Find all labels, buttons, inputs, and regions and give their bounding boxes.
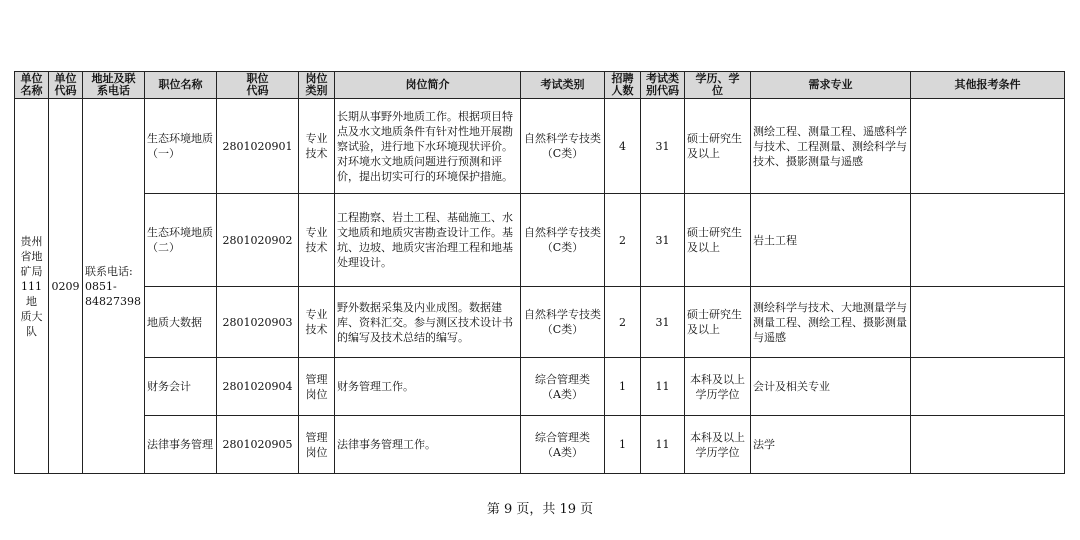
exam-category-cell: 自然科学专技类（C类） [521, 287, 605, 358]
position-type-cell: 专业技术 [299, 194, 335, 287]
other-cell [911, 194, 1065, 287]
position-name-cell: 生态环境地质（一） [145, 99, 217, 194]
table-row [15, 99, 1065, 194]
exam-category-cell: 综合管理类 （A类） [521, 416, 605, 474]
header-description: 岗位简介 [335, 72, 521, 99]
table-row [15, 358, 1065, 416]
other-cell [911, 287, 1065, 358]
header-position-type: 岗位 类别 [299, 72, 335, 99]
table-row [15, 287, 1065, 358]
position-type-cell: 管理岗位 [299, 416, 335, 474]
recruitment-table [14, 71, 1065, 474]
position-name-cell: 法律事务管理 [145, 416, 217, 474]
exam-category-code-cell: 11 [641, 416, 685, 474]
header-exam-category: 考试类别 [521, 72, 605, 99]
position-name-cell: 生态环境地质（二） [145, 194, 217, 287]
table-row [15, 416, 1065, 474]
exam-category-cell: 自然科学专技类（C类） [521, 194, 605, 287]
exam-category-code-cell: 11 [641, 358, 685, 416]
recruit-count-cell: 2 [605, 194, 641, 287]
position-code-cell: 2801020905 [217, 416, 299, 474]
header-major: 需求专业 [751, 72, 911, 99]
header-recruit-count: 招聘 人数 [605, 72, 641, 99]
recruit-count-cell: 1 [605, 416, 641, 474]
unit-code-cell: 0209 [49, 99, 83, 474]
education-cell: 硕士研究生及以上 [685, 99, 751, 194]
position-code-cell: 2801020903 [217, 287, 299, 358]
position-type-cell: 管理岗位 [299, 358, 335, 416]
page-number: 第 9 页，共 19 页 [486, 502, 594, 517]
header-row [15, 72, 1065, 99]
header-other: 其他报考条件 [911, 72, 1065, 99]
position-name-cell: 地质大数据 [145, 287, 217, 358]
education-cell: 本科及以上学历学位 [685, 358, 751, 416]
position-code-cell: 2801020904 [217, 358, 299, 416]
exam-category-cell: 自然科学专技类（C类） [521, 99, 605, 194]
unit-name-cell: 贵州 省地 矿局 111地 质大 队 [15, 99, 49, 474]
description-cell: 野外数据采集及内业成图。数据建库、资料汇交。参与测区技术设计书的编写及技术总结的编写。 [335, 287, 521, 358]
major-cell: 法学 [751, 416, 911, 474]
header-unit-code: 单位 代码 [49, 72, 83, 99]
description-cell: 长期从事野外地质工作。根据项目特点及水文地质条件有针对性地开展勘察试验，进行地下水环境现状评价。对环境水文地质问题进行预测和评价，提出切实可行的环境保护措施。 [335, 99, 521, 194]
exam-category-code-cell: 31 [641, 99, 685, 194]
education-cell: 硕士研究生及以上 [685, 194, 751, 287]
header-unit-name: 单位 名称 [15, 72, 49, 99]
major-cell: 岩土工程 [751, 194, 911, 287]
recruit-count-cell: 4 [605, 99, 641, 194]
position-name-cell: 财务会计 [145, 358, 217, 416]
major-cell: 测绘工程、测量工程、遥感科学与技术、工程测量、测绘科学与技术、摄影测量与遥感 [751, 99, 911, 194]
other-cell [911, 416, 1065, 474]
header-education: 学历、学 位 [685, 72, 751, 99]
exam-category-cell: 综合管理类 （A类） [521, 358, 605, 416]
contact-cell: 联系电话: 0851- 84827398 [83, 99, 145, 474]
education-cell: 本科及以上学历学位 [685, 416, 751, 474]
table-row [15, 194, 1065, 287]
position-code-cell: 2801020902 [217, 194, 299, 287]
education-cell: 硕士研究生及以上 [685, 287, 751, 358]
description-cell: 法律事务管理工作。 [335, 416, 521, 474]
other-cell [911, 99, 1065, 194]
description-cell: 工程勘察、岩土工程、基础施工、水文地质和地质灾害勘查设计工作。基坑、边坡、地质灾害治理工程和地基处理设计。 [335, 194, 521, 287]
recruit-count-cell: 2 [605, 287, 641, 358]
exam-category-code-cell: 31 [641, 194, 685, 287]
recruit-count-cell: 1 [605, 358, 641, 416]
description-cell: 财务管理工作。 [335, 358, 521, 416]
major-cell: 测绘科学与技术、大地测量学与测量工程、测绘工程、摄影测量与遥感 [751, 287, 911, 358]
header-exam-category-code: 考试类 别代码 [641, 72, 685, 99]
other-cell [911, 358, 1065, 416]
header-address-phone: 地址及联 系电话 [83, 72, 145, 99]
major-cell: 会计及相关专业 [751, 358, 911, 416]
header-position-code: 职位 代码 [217, 72, 299, 99]
position-type-cell: 专业技术 [299, 99, 335, 194]
header-position-name: 职位名称 [145, 72, 217, 99]
position-code-cell: 2801020901 [217, 99, 299, 194]
exam-category-code-cell: 31 [641, 287, 685, 358]
position-type-cell: 专业技术 [299, 287, 335, 358]
